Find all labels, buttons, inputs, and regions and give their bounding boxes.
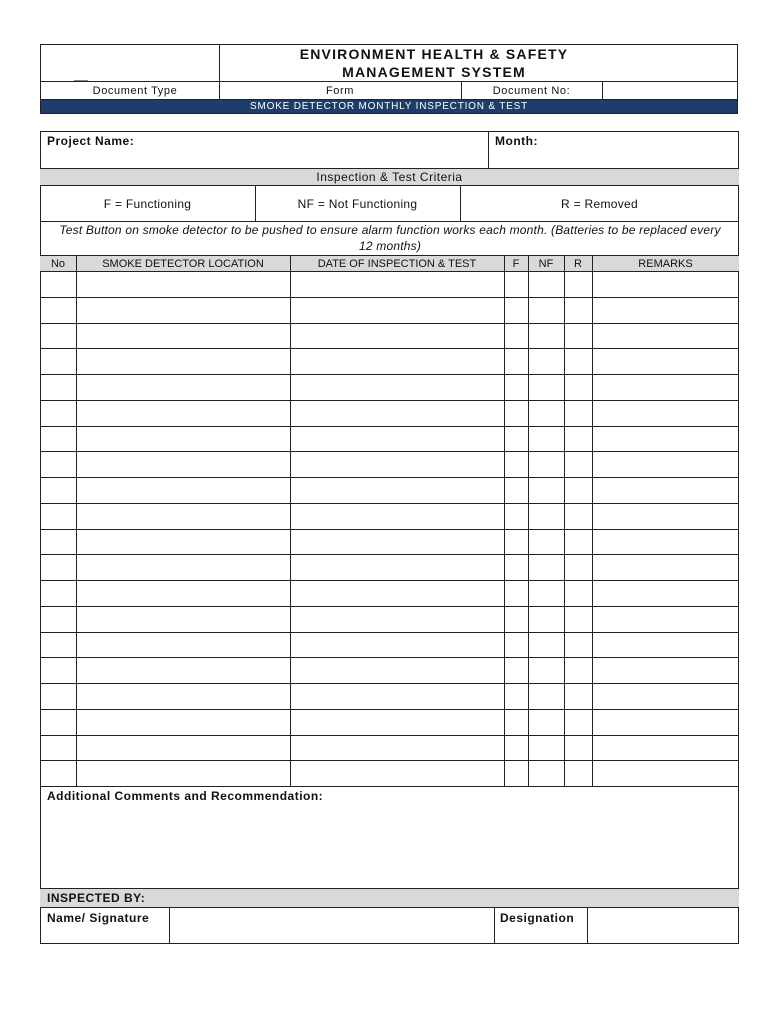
row-cell-remarks[interactable] [594, 326, 737, 348]
row-cell-location[interactable] [78, 377, 288, 399]
system-title-line2: MANAGEMENT SYSTEM [342, 64, 526, 80]
row-cell-no[interactable] [42, 377, 74, 399]
row-cell-nf[interactable] [530, 326, 562, 348]
row-cell-f[interactable] [506, 351, 526, 373]
row-cell-date[interactable] [292, 454, 502, 476]
month-field[interactable] [550, 134, 735, 164]
row-cell-f[interactable] [506, 532, 526, 554]
row-cell-no[interactable] [42, 274, 74, 296]
month-label: Month: [495, 134, 538, 148]
row-cell-r[interactable] [566, 274, 590, 296]
row-cell-r[interactable] [566, 712, 590, 734]
row-cell-f[interactable] [506, 506, 526, 528]
column-header-remarks: REMARKS [638, 257, 693, 270]
row-cell-remarks[interactable] [594, 454, 737, 476]
row-cell-r[interactable] [566, 532, 590, 554]
column-header-date: DATE OF INSPECTION & TEST [317, 257, 477, 270]
row-cell-remarks[interactable] [594, 763, 737, 785]
row-cell-r[interactable] [566, 454, 590, 476]
row-cell-f[interactable] [506, 403, 526, 425]
form-title-banner [40, 99, 738, 114]
row-cell-nf[interactable] [530, 583, 562, 605]
row-cell-nf[interactable] [530, 660, 562, 682]
row-cell-remarks[interactable] [594, 429, 737, 451]
inspected-by-heading: INSPECTED BY: [47, 891, 146, 905]
row-cell-remarks[interactable] [594, 274, 737, 296]
row-cell-f[interactable] [506, 583, 526, 605]
row-cell-location[interactable] [78, 506, 288, 528]
row-cell-location[interactable] [78, 326, 288, 348]
column-header-nf: NF [538, 257, 554, 270]
row-cell-nf[interactable] [530, 609, 562, 631]
row-cell-date[interactable] [292, 583, 502, 605]
row-cell-location[interactable] [78, 300, 288, 322]
row-cell-date[interactable] [292, 660, 502, 682]
row-cell-nf[interactable] [530, 274, 562, 296]
test-instruction [55, 221, 725, 255]
column-header-r: R [574, 257, 582, 270]
row-cell-f[interactable] [506, 635, 526, 657]
row-cell-date[interactable] [292, 429, 502, 451]
column-line [528, 255, 529, 787]
row-cell-no[interactable] [42, 609, 74, 631]
row-cell-remarks[interactable] [594, 660, 737, 682]
row-cell-location[interactable] [78, 351, 288, 373]
row-cell-remarks[interactable] [594, 609, 737, 631]
row-cell-no[interactable] [42, 738, 74, 760]
row-cell-r[interactable] [566, 377, 590, 399]
column-line [564, 255, 565, 787]
project-name-field[interactable] [150, 134, 485, 164]
row-cell-nf[interactable] [530, 403, 562, 425]
row-cell-location[interactable] [78, 635, 288, 657]
criteria-removed: R = Removed [561, 196, 638, 211]
row-cell-location[interactable] [78, 454, 288, 476]
row-cell-location[interactable] [78, 686, 288, 708]
name-signature-field[interactable] [172, 910, 490, 942]
row-cell-location[interactable] [78, 763, 288, 785]
row-cell-nf[interactable] [530, 506, 562, 528]
column-line [504, 255, 505, 787]
row-cell-location[interactable] [78, 403, 288, 425]
row-cell-remarks[interactable] [594, 300, 737, 322]
row-cell-r[interactable] [566, 326, 590, 348]
criteria-heading-bar [40, 168, 739, 186]
row-cell-date[interactable] [292, 506, 502, 528]
row-cell-f[interactable] [506, 763, 526, 785]
doc-type-value: Form [325, 84, 355, 97]
row-cell-f[interactable] [506, 454, 526, 476]
column-line [592, 255, 593, 787]
project-name-label: Project Name: [47, 134, 135, 148]
row-cell-remarks[interactable] [594, 532, 737, 554]
row-cell-r[interactable] [566, 480, 590, 502]
designation-field[interactable] [590, 910, 735, 942]
row-cell-date[interactable] [292, 351, 502, 373]
row-cell-remarks[interactable] [594, 480, 737, 502]
column-line [76, 255, 77, 787]
row-cell-no[interactable] [42, 763, 74, 785]
signature-divider-3 [587, 908, 588, 944]
row-cell-date[interactable] [292, 557, 502, 579]
row-cell-nf[interactable] [530, 686, 562, 708]
row-cell-f[interactable] [506, 429, 526, 451]
row-cell-f[interactable] [506, 660, 526, 682]
row-cell-r[interactable] [566, 506, 590, 528]
row-cell-remarks[interactable] [594, 583, 737, 605]
row-cell-date[interactable] [292, 763, 502, 785]
row-cell-location[interactable] [78, 609, 288, 631]
row-cell-remarks[interactable] [594, 506, 737, 528]
row-cell-no[interactable] [42, 480, 74, 502]
row-cell-location[interactable] [78, 660, 288, 682]
row-cell-nf[interactable] [530, 532, 562, 554]
row-cell-nf[interactable] [530, 712, 562, 734]
row-cell-location[interactable] [78, 738, 288, 760]
row-cell-nf[interactable] [530, 635, 562, 657]
row-cell-nf[interactable] [530, 300, 562, 322]
row-cell-f[interactable] [506, 686, 526, 708]
column-header-location: SMOKE DETECTOR LOCATION [102, 257, 264, 270]
project-row-divider [488, 131, 489, 168]
doc-no-field[interactable] [603, 82, 737, 99]
row-cell-nf[interactable] [530, 763, 562, 785]
row-cell-no[interactable] [42, 326, 74, 348]
row-cell-date[interactable] [292, 635, 502, 657]
row-cell-date[interactable] [292, 326, 502, 348]
column-header-f: F [512, 257, 520, 270]
row-cell-r[interactable] [566, 738, 590, 760]
row-cell-remarks[interactable] [594, 403, 737, 425]
row-cell-no[interactable] [42, 403, 74, 425]
row-cell-remarks[interactable] [594, 738, 737, 760]
row-cell-no[interactable] [42, 506, 74, 528]
row-cell-date[interactable] [292, 738, 502, 760]
row-cell-r[interactable] [566, 763, 590, 785]
comments-field[interactable] [45, 806, 733, 886]
row-cell-f[interactable] [506, 274, 526, 296]
row-cell-nf[interactable] [530, 480, 562, 502]
row-cell-nf[interactable] [530, 738, 562, 760]
row-cell-date[interactable] [292, 480, 502, 502]
doc-type-label: Document Type [92, 84, 178, 97]
row-cell-remarks[interactable] [594, 351, 737, 373]
name-signature-label: Name/ Signature [47, 911, 150, 925]
row-cell-no[interactable] [42, 635, 74, 657]
test-instruction-text: Test Button on smoke detector to be pushed to ensure alarm function works each month. (Batteries to be replaced every 12 months) [59, 223, 721, 253]
row-cell-location[interactable] [78, 429, 288, 451]
column-header-no: No [50, 257, 66, 270]
row-cell-r[interactable] [566, 351, 590, 373]
row-cell-remarks[interactable] [594, 686, 737, 708]
form-title: SMOKE DETECTOR MONTHLY INSPECTION & TEST [250, 101, 528, 112]
row-cell-remarks[interactable] [594, 557, 737, 579]
row-cell-f[interactable] [506, 377, 526, 399]
row-cell-f[interactable] [506, 557, 526, 579]
row-cell-no[interactable] [42, 351, 74, 373]
row-cell-f[interactable] [506, 326, 526, 348]
column-line [290, 255, 291, 787]
signature-divider-2 [494, 908, 495, 944]
criteria-not-functioning: NF = Not Functioning [297, 196, 418, 211]
row-cell-r[interactable] [566, 660, 590, 682]
row-cell-no[interactable] [42, 557, 74, 579]
row-cell-nf[interactable] [530, 454, 562, 476]
row-cell-location[interactable] [78, 532, 288, 554]
row-cell-date[interactable] [292, 686, 502, 708]
row-cell-date[interactable] [292, 532, 502, 554]
row-cell-r[interactable] [566, 686, 590, 708]
row-cell-no[interactable] [42, 532, 74, 554]
row-cell-r[interactable] [566, 300, 590, 322]
criteria-heading: Inspection & Test Criteria [316, 170, 463, 184]
row-cell-f[interactable] [506, 712, 526, 734]
row-cell-no[interactable] [42, 686, 74, 708]
row-cell-nf[interactable] [530, 377, 562, 399]
row-cell-r[interactable] [566, 635, 590, 657]
row-cell-no[interactable] [42, 300, 74, 322]
row-cell-location[interactable] [78, 557, 288, 579]
row-cell-f[interactable] [506, 609, 526, 631]
signature-divider-1 [169, 908, 170, 944]
row-cell-nf[interactable] [530, 557, 562, 579]
row-cell-remarks[interactable] [594, 377, 737, 399]
row-cell-r[interactable] [566, 403, 590, 425]
row-cell-location[interactable] [78, 480, 288, 502]
row-cell-r[interactable] [566, 557, 590, 579]
row-cell-r[interactable] [566, 583, 590, 605]
row-cell-r[interactable] [566, 609, 590, 631]
row-cell-no[interactable] [42, 454, 74, 476]
row-cell-r[interactable] [566, 429, 590, 451]
row-cell-date[interactable] [292, 377, 502, 399]
row-cell-nf[interactable] [530, 429, 562, 451]
comments-label: Additional Comments and Recommendation: [47, 789, 324, 803]
row-cell-no[interactable] [42, 429, 74, 451]
row-cell-no[interactable] [42, 660, 74, 682]
row-cell-date[interactable] [292, 274, 502, 296]
row-cell-no[interactable] [42, 712, 74, 734]
doc-no-label: Document No: [492, 84, 571, 97]
designation-label: Designation [500, 911, 575, 925]
row-cell-remarks[interactable] [594, 635, 737, 657]
row-cell-location[interactable] [78, 712, 288, 734]
row-cell-remarks[interactable] [594, 712, 737, 734]
row-cell-f[interactable] [506, 300, 526, 322]
system-title-line1: ENVIRONMENT HEALTH & SAFETY [299, 46, 569, 62]
row-cell-date[interactable] [292, 609, 502, 631]
row-cell-location[interactable] [78, 274, 288, 296]
criteria-functioning: F = Functioning [103, 196, 192, 211]
row-cell-f[interactable] [506, 480, 526, 502]
row-cell-f[interactable] [506, 738, 526, 760]
row-cell-nf[interactable] [530, 351, 562, 373]
row-cell-location[interactable] [78, 583, 288, 605]
row-cell-date[interactable] [292, 712, 502, 734]
row-cell-date[interactable] [292, 300, 502, 322]
row-cell-no[interactable] [42, 583, 74, 605]
row-cell-date[interactable] [292, 403, 502, 425]
